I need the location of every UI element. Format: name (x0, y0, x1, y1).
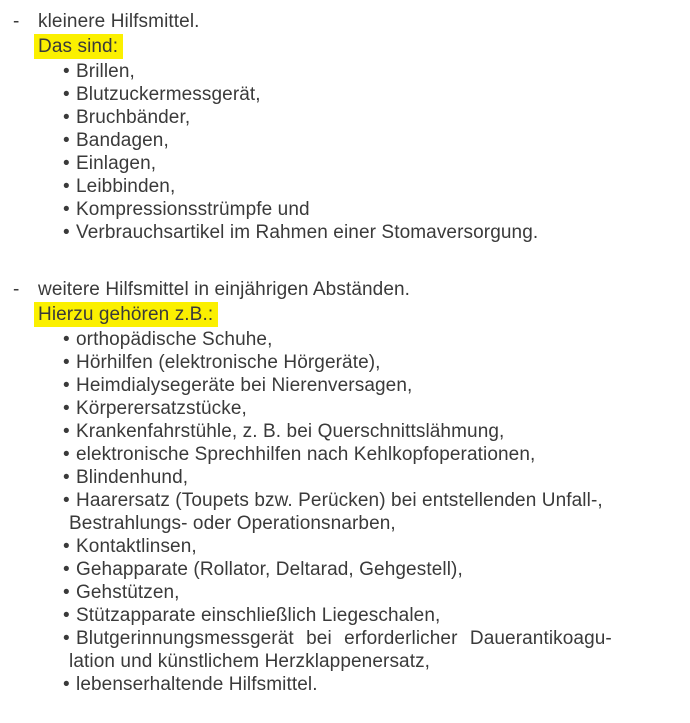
bullet-icon: • (63, 176, 70, 197)
list-item (63, 351, 672, 374)
bullet-icon: • (63, 674, 70, 695)
item-line: Stützapparate einschließlich Liegeschalen, (76, 605, 441, 626)
item-line: Hörhilfen (elektronische Hörgeräte), (76, 352, 381, 373)
list-item (63, 374, 672, 397)
list-item-text (69, 627, 672, 673)
list-item-text (76, 466, 672, 489)
item-line: Krankenfahrstühle, z. B. bei Querschnittslähmung, (76, 421, 505, 442)
list-item-text (76, 129, 672, 152)
list-item-text (76, 198, 672, 221)
dash-marker: - (13, 11, 20, 32)
list-item-text (76, 106, 672, 129)
bullet-icon: • (63, 352, 70, 373)
section-intro-row (34, 302, 672, 327)
highlighted-intro: Hierzu gehören z.B.: (34, 302, 218, 327)
item-line: Bruchbänder, (76, 107, 191, 128)
bullet-icon: • (63, 467, 70, 488)
bullet-icon: • (63, 329, 70, 350)
list-item-text (76, 351, 672, 374)
list-item (63, 466, 672, 489)
list-item (63, 420, 672, 443)
section-heading-row (13, 10, 672, 33)
item-line: Blindenhund, (76, 467, 189, 488)
list-item (63, 558, 672, 581)
item-line: Kompressionsstrümpfe und (76, 199, 310, 220)
list-item (63, 83, 672, 106)
item-line: Körperersatzstücke, (76, 398, 247, 419)
list-item-text (76, 328, 672, 351)
bullet-icon: • (63, 421, 70, 442)
list-item-text (76, 420, 672, 443)
item-line: Heimdialysegeräte bei Nierenversagen, (76, 375, 413, 396)
bullet-icon: • (63, 107, 70, 128)
bullet-icon: • (63, 582, 70, 603)
bullet-icon: • (63, 559, 70, 580)
bullet-icon: • (63, 628, 70, 649)
item-line: Kontaktlinsen, (76, 536, 197, 557)
list-item (63, 129, 672, 152)
bullet-icon: • (63, 84, 70, 105)
section-heading: weitere Hilfsmittel in einjährigen Abständen. (38, 279, 411, 300)
list-item-text (76, 558, 672, 581)
list-item-text (76, 581, 672, 604)
bullet-icon: • (63, 536, 70, 557)
list-item-text (76, 535, 672, 558)
section-kleinere-hilfsmittel (13, 10, 672, 244)
list-item (63, 581, 672, 604)
list-item-text (76, 60, 672, 83)
list-item-text (76, 673, 672, 696)
list-item-text (76, 83, 672, 106)
list-item (63, 489, 672, 535)
bullet-icon: • (63, 490, 70, 511)
bullet-icon: • (63, 398, 70, 419)
list-item-text (76, 374, 672, 397)
list-item (63, 673, 672, 696)
item-line: Haarersatz (Toupets bzw. Perücken) bei entstellenden Unfall-, (76, 490, 603, 511)
list-item (63, 627, 672, 673)
item-line: Leibbinden, (76, 176, 176, 197)
item-line: Gehapparate (Rollator, Deltarad, Gehgestell), (76, 559, 463, 580)
highlighted-intro: Das sind: (34, 34, 123, 59)
list-item-text (76, 175, 672, 198)
bullet-list (63, 60, 672, 244)
list-item (63, 198, 672, 221)
list-item-text (76, 152, 672, 175)
bullet-icon: • (63, 199, 70, 220)
list-item (63, 604, 672, 627)
list-item-text (69, 489, 672, 535)
list-item (63, 106, 672, 129)
list-item (63, 535, 672, 558)
bullet-icon: • (63, 605, 70, 626)
item-line: elektronische Sprechhilfen nach Kehlkopfoperationen, (76, 444, 536, 465)
item-line: Blutgerinnungsmessgerät bei erforderlicher Dauerantikoagu- (76, 628, 612, 649)
bullet-icon: • (63, 130, 70, 151)
section-heading: kleinere Hilfsmittel. (38, 11, 200, 32)
list-item-text (76, 221, 672, 244)
list-item (63, 397, 672, 420)
item-line: Blutzuckermessgerät, (76, 84, 261, 105)
item-line: Brillen, (76, 61, 135, 82)
list-item (63, 60, 672, 83)
list-item-text (76, 397, 672, 420)
item-line: Gehstützen, (76, 582, 180, 603)
section-heading-row (13, 278, 672, 301)
item-line: Verbrauchsartikel im Rahmen einer Stomaversorgung. (76, 222, 539, 243)
dash-marker: - (13, 279, 20, 300)
bullet-icon: • (63, 375, 70, 396)
list-item (63, 328, 672, 351)
bullet-icon: • (63, 444, 70, 465)
section-intro-row (34, 34, 672, 59)
item-line: orthopädische Schuhe, (76, 329, 273, 350)
bullet-list (63, 328, 672, 696)
list-item-text (76, 604, 672, 627)
list-item (63, 221, 672, 244)
item-line: lebenserhaltende Hilfsmittel. (76, 674, 318, 695)
item-line: Einlagen, (76, 153, 157, 174)
list-item (63, 152, 672, 175)
bullet-icon: • (63, 222, 70, 243)
bullet-icon: • (63, 153, 70, 174)
bullet-icon: • (63, 61, 70, 82)
item-line-continuation: Bestrahlungs- oder Operationsnarben, (69, 513, 396, 534)
item-line: Bandagen, (76, 130, 169, 151)
list-item (63, 443, 672, 466)
section-weitere-hilfsmittel (13, 278, 672, 696)
list-item (63, 175, 672, 198)
item-line-continuation: lation und künstlichem Herzklappenersatz, (69, 651, 431, 672)
list-item-text (76, 443, 672, 466)
